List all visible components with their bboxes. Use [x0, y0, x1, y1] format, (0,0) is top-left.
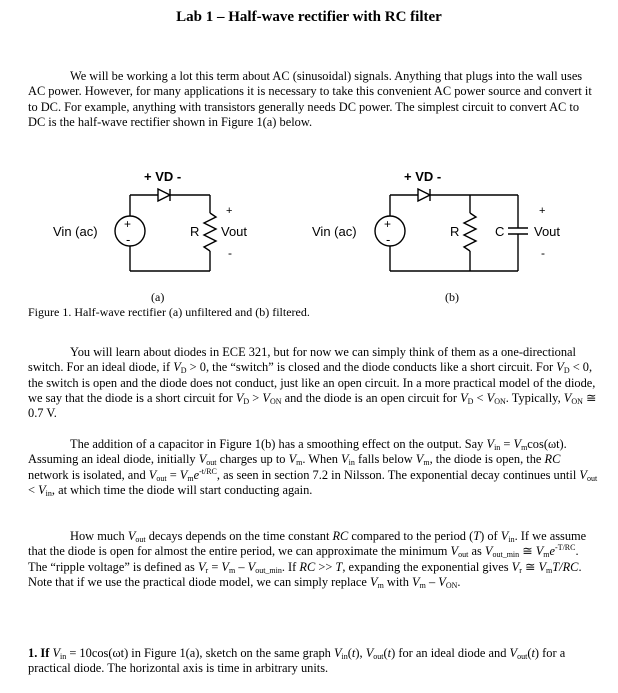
figure-caption: Figure 1. Half-wave rectifier (a) unfiltered and (b) filtered. — [28, 305, 310, 319]
question-1: 1. If $V_{in} = 10\cos(\omega t)$ in Figure 1(a), sketch on the same graph $V_{in}(t)$, $V_{out}(t)$ for an ideal diode and $V_{out}(t)$ for a practical diode. The horizontal axis is time in arbitrary units. — [28, 646, 566, 676]
diode-icon — [418, 189, 430, 201]
sub-label-b: (b) — [445, 290, 459, 304]
vout-label: Vout — [221, 224, 248, 239]
source-minus: - — [386, 232, 391, 247]
intro-paragraph: We will be working a lot this term about AC (sinusoidal) signals. Anything that plugs into the wall uses AC power. However, for many applications it is necessary to take this convenient AC power source and convert it to DC. For example, anything with transistors generally needs DC power. The simplest circuit to convert AC to DC is the half-wave rectifier shown in Figure 1(a) below. — [28, 69, 592, 129]
source-plus: + — [124, 217, 132, 231]
circuit-figure-b — [300, 165, 590, 305]
vout-minus: - — [541, 246, 545, 260]
vout-label: Vout — [534, 224, 561, 239]
circuit-figure-a — [40, 165, 280, 305]
resistor-icon — [204, 213, 216, 251]
vout-plus: + — [226, 205, 233, 217]
diode-paragraph: You will learn about diodes in ECE 321, but for now we can simply think of them as a one-directional switch. For an ideal diode, if $V_D > 0$, the “switch” is closed and the diode conducts like a short circuit. For $V_D < 0$, the switch is open and the diode does not conduct, just like an open circuit. In a more practical model of the diode, we say that the diode is a short circuit for $V_D > V_{ON}$ and the diode is an open circuit for $V_D < V_{ON}$. Typically, $V_{ON}$ ≅ 0.7 V. — [28, 345, 597, 421]
r-label: R — [450, 224, 460, 239]
diode-icon — [158, 189, 170, 201]
ripple-paragraph: How much $V_{out}$ decays depends on the time constant RC compared to the period (T) of $V_{in}$. If we assume that the diode is open for almost the entire period, we can approximate the minimum $V_{out}$ as $V_{out\_min}$ ≅ $V_me^{-T/RC}$. The “ripple voltage” is defined as $V_r = V_m - V_{out\_min}$. If RC >> T, expanding the exponential gives $V_r$ ≅ $V_mT/RC$. Note that if we use the practical diode model, we can simply replace $V_m$ with $V_m - V_{ON}$. — [28, 529, 587, 590]
vout-minus: - — [228, 246, 232, 260]
r-label: R — [190, 224, 200, 239]
vin-label: Vin (ac) — [312, 224, 357, 239]
c-label: C — [495, 224, 505, 239]
resistor-icon — [464, 213, 476, 251]
vin-label: Vin (ac) — [53, 224, 98, 239]
sub-label-a: (a) — [151, 290, 165, 304]
source-minus: - — [126, 232, 131, 247]
vd-label: + VD - — [144, 169, 182, 184]
page-title: Lab 1 – Half-wave rectifier with RC filter — [176, 9, 442, 25]
capacitor-paragraph: The addition of a capacitor in Figure 1(b) has a smoothing effect on the output. Say $V_{in} = V_m\cos(\omega t)$. Assuming an ideal diode, initially $V_{out}$ charges up to $V_m$. When $V_{in}$ falls below $V_m$, the diode is open, the RC network is isolated, and $V_{out} = V_me^{-t/RC}$, as seen in section 7.2 in Nilsson. The exponential decay continues until $V_{out} < V_{in}$, at which time the diode will start conducting again. — [28, 437, 598, 498]
source-plus: + — [384, 217, 392, 231]
vout-plus: + — [539, 205, 546, 217]
vd-label: + VD - — [404, 169, 442, 184]
